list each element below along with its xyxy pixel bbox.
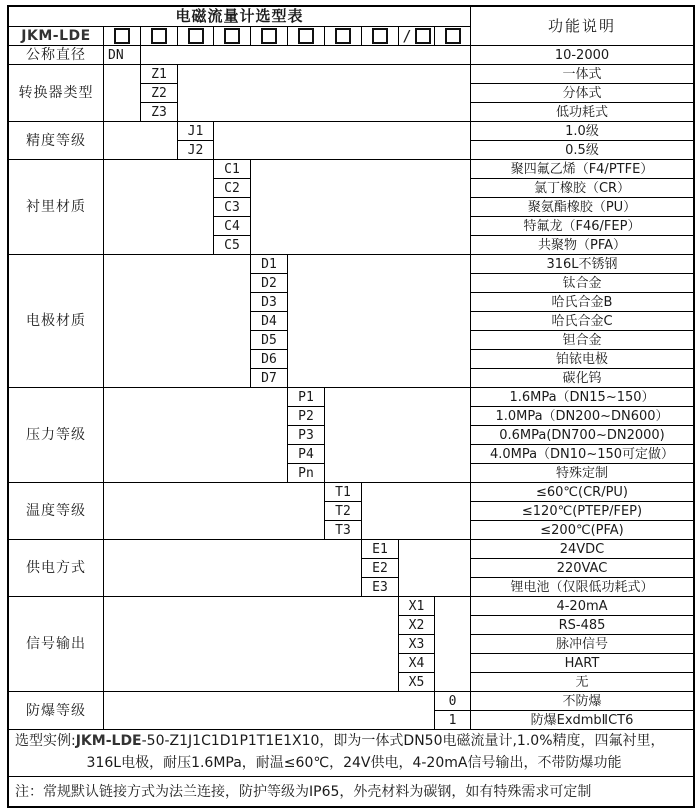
example-line1: [15, 731, 665, 753]
section-label-temperature-class: 温度等级: [9, 483, 104, 540]
empty-cell: [178, 65, 471, 122]
desc-cell-pn: 特殊定制: [471, 464, 693, 483]
code-cell-j1: J1: [178, 122, 214, 141]
section-label-explosion-proof-class: 防爆等级: [9, 692, 104, 730]
empty-cell: [288, 255, 471, 388]
example-prefix: 选型实例:: [15, 733, 76, 750]
desc-cell-t1: ≤60℃(CR/PU): [471, 483, 693, 502]
code-cell-1: 1: [435, 711, 471, 730]
model-checkbox-cell-7[interactable]: [325, 27, 362, 46]
checkbox-icon: [372, 28, 388, 44]
desc-cell-fb0: 不防爆: [471, 692, 693, 711]
code-cell-p1: P1: [288, 388, 325, 407]
model-checkbox-cell-6[interactable]: [288, 27, 325, 46]
desc-cell-d5: 钽合金: [471, 331, 693, 350]
desc-cell-z2: 分体式: [471, 84, 693, 103]
model-checkbox-cell-2[interactable]: [141, 27, 178, 46]
empty-cell: [104, 597, 399, 692]
desc-cell-z1: 一体式: [471, 65, 693, 84]
code-cell-e2: E2: [362, 559, 399, 578]
desc-cell-x4: HART: [471, 654, 693, 673]
empty-cell: [251, 160, 471, 255]
code-cell-x2: X2: [399, 616, 435, 635]
empty-cell: [104, 65, 141, 122]
model-checkbox-cell-10[interactable]: [435, 27, 471, 46]
desc-cell-e2: 220VAC: [471, 559, 693, 578]
checkbox-icon: [415, 28, 431, 44]
code-cell-j2: J2: [178, 141, 214, 160]
desc-cell-z3: 低功耗式: [471, 103, 693, 122]
code-cell-e3: E3: [362, 578, 399, 597]
section-label-pressure-class: 压力等级: [9, 388, 104, 483]
code-cell-pn: Pn: [288, 464, 325, 483]
desc-cell-p3: 0.6MPa(DN700~DN2000): [471, 426, 693, 445]
desc-cell-x1: 4-20mA: [471, 597, 693, 616]
code-cell-p4: P4: [288, 445, 325, 464]
code-cell-c4: C4: [214, 217, 251, 236]
code-cell-x1: X1: [399, 597, 435, 616]
code-cell-c2: C2: [214, 179, 251, 198]
desc-cell-j1: 1.0级: [471, 122, 693, 141]
desc-cell-x5: 无: [471, 673, 693, 692]
model-checkbox-cell-3[interactable]: [178, 27, 214, 46]
selection-table: [7, 5, 695, 808]
code-cell-d4: D4: [251, 312, 288, 331]
code-cell-c5: C5: [214, 236, 251, 255]
desc-cell-d3: 哈氏合金B: [471, 293, 693, 312]
section-label-nominal-diameter: 公称直径: [9, 46, 104, 65]
desc-cell-c5: 共聚物（PFA）: [471, 236, 693, 255]
empty-cell: [362, 483, 471, 540]
section-label-converter-type: 转换器类型: [9, 65, 104, 122]
model-checkbox-cell-5[interactable]: [251, 27, 288, 46]
checkbox-icon: [224, 28, 240, 44]
desc-cell-p4: 4.0MPa（DN10~150可定做）: [471, 445, 693, 464]
checkbox-icon: [298, 28, 314, 44]
desc-cell-d6: 铂铱电极: [471, 350, 693, 369]
code-cell-dn: DN: [104, 46, 141, 65]
footnote: 注：常规默认链接方式为法兰连接，防护等级为IP65，外壳材料为碳钢，如有特殊需求可定制: [9, 777, 693, 806]
code-cell-0: 0: [435, 692, 471, 711]
empty-cell: [104, 122, 178, 160]
desc-cell-j2: 0.5级: [471, 141, 693, 160]
code-cell-d1: D1: [251, 255, 288, 274]
code-cell-e1: E1: [362, 540, 399, 559]
code-cell-t2: T2: [325, 502, 362, 521]
model-checkbox-cell-9[interactable]: [399, 27, 435, 46]
slash-divider: /: [402, 27, 412, 45]
desc-cell-d1: 316L不锈钢: [471, 255, 693, 274]
desc-cell-c1: 聚四氟乙烯（F4/PTFE）: [471, 160, 693, 179]
code-cell-x4: X4: [399, 654, 435, 673]
section-label-power-supply: 供电方式: [9, 540, 104, 597]
desc-cell-e1: 24VDC: [471, 540, 693, 559]
code-cell-d7: D7: [251, 369, 288, 388]
example-rest: -50-Z1J1C1D1P1T1E1X10，即为一体式DN50电磁流量计,1.0%精度，四氟衬里，: [141, 733, 665, 750]
code-cell-d3: D3: [251, 293, 288, 312]
empty-cell: [214, 122, 471, 160]
empty-cell: [435, 597, 471, 692]
desc-cell-c4: 特氟龙（F46/FEP）: [471, 217, 693, 236]
code-cell-d2: D2: [251, 274, 288, 293]
section-label-lining-material: 衬里材质: [9, 160, 104, 255]
code-cell-z3: Z3: [141, 103, 178, 122]
model-checkbox-cell-8[interactable]: [362, 27, 399, 46]
code-cell-p2: P2: [288, 407, 325, 426]
code-cell-x3: X3: [399, 635, 435, 654]
model-checkbox-cell-1[interactable]: [104, 27, 141, 46]
table-title: 电磁流量计选型表: [9, 7, 471, 27]
code-cell-c3: C3: [214, 198, 251, 217]
function-description-header: 功能说明: [471, 7, 693, 46]
empty-cell: [104, 540, 362, 597]
selection-example: [9, 730, 693, 777]
example-line2: 316L电极，耐压1.6MPa，耐温≤60℃，24V供电，4-20mA信号输出，不带防爆功能: [86, 755, 622, 771]
checkbox-icon: [151, 28, 167, 44]
section-label-accuracy-class: 精度等级: [9, 122, 104, 160]
desc-cell-p1: 1.6MPa（DN15~150）: [471, 388, 693, 407]
checkbox-icon: [114, 28, 130, 44]
checkbox-icon: [261, 28, 277, 44]
desc-cell-t3: ≤200℃(PFA): [471, 521, 693, 540]
checkbox-icon: [188, 28, 204, 44]
empty-cell: [104, 255, 251, 388]
empty-cell: [104, 483, 325, 540]
checkbox-icon: [335, 28, 351, 44]
desc-cell-x2: RS-485: [471, 616, 693, 635]
desc-cell-d4: 哈氏合金C: [471, 312, 693, 331]
desc-cell-e3: 锂电池（仅限低功耗式）: [471, 578, 693, 597]
desc-cell-d7: 碳化钨: [471, 369, 693, 388]
desc-cell-d2: 钛合金: [471, 274, 693, 293]
code-cell-d5: D5: [251, 331, 288, 350]
code-cell-t3: T3: [325, 521, 362, 540]
model-name: JKM-LDE: [9, 27, 104, 46]
code-cell-p3: P3: [288, 426, 325, 445]
code-cell-x5: X5: [399, 673, 435, 692]
code-cell-d6: D6: [251, 350, 288, 369]
code-cell-z2: Z2: [141, 84, 178, 103]
model-checkbox-cell-4[interactable]: [214, 27, 251, 46]
empty-cell: [325, 388, 471, 483]
empty-cell: [104, 692, 435, 730]
example-model: JKM-LDE: [75, 733, 142, 750]
desc-cell-t2: ≤120℃(PTEP/FEP): [471, 502, 693, 521]
empty-cell: [399, 540, 471, 597]
empty-cell: [141, 46, 471, 65]
empty-cell: [104, 160, 214, 255]
desc-cell-x3: 脉冲信号: [471, 635, 693, 654]
desc-cell-c3: 聚氨酯橡胶（PU）: [471, 198, 693, 217]
section-label-signal-output: 信号输出: [9, 597, 104, 692]
desc-cell-c2: 氯丁橡胶（CR）: [471, 179, 693, 198]
section-label-electrode-material: 电极材质: [9, 255, 104, 388]
code-cell-t1: T1: [325, 483, 362, 502]
desc-cell-dn-range: 10-2000: [471, 46, 693, 65]
empty-cell: [104, 388, 288, 483]
desc-cell-fb1: 防爆ExdmbⅡCT6: [471, 711, 693, 730]
desc-cell-p2: 1.0MPa（DN200~DN600）: [471, 407, 693, 426]
checkbox-icon: [445, 28, 461, 44]
code-cell-c1: C1: [214, 160, 251, 179]
code-cell-z1: Z1: [141, 65, 178, 84]
